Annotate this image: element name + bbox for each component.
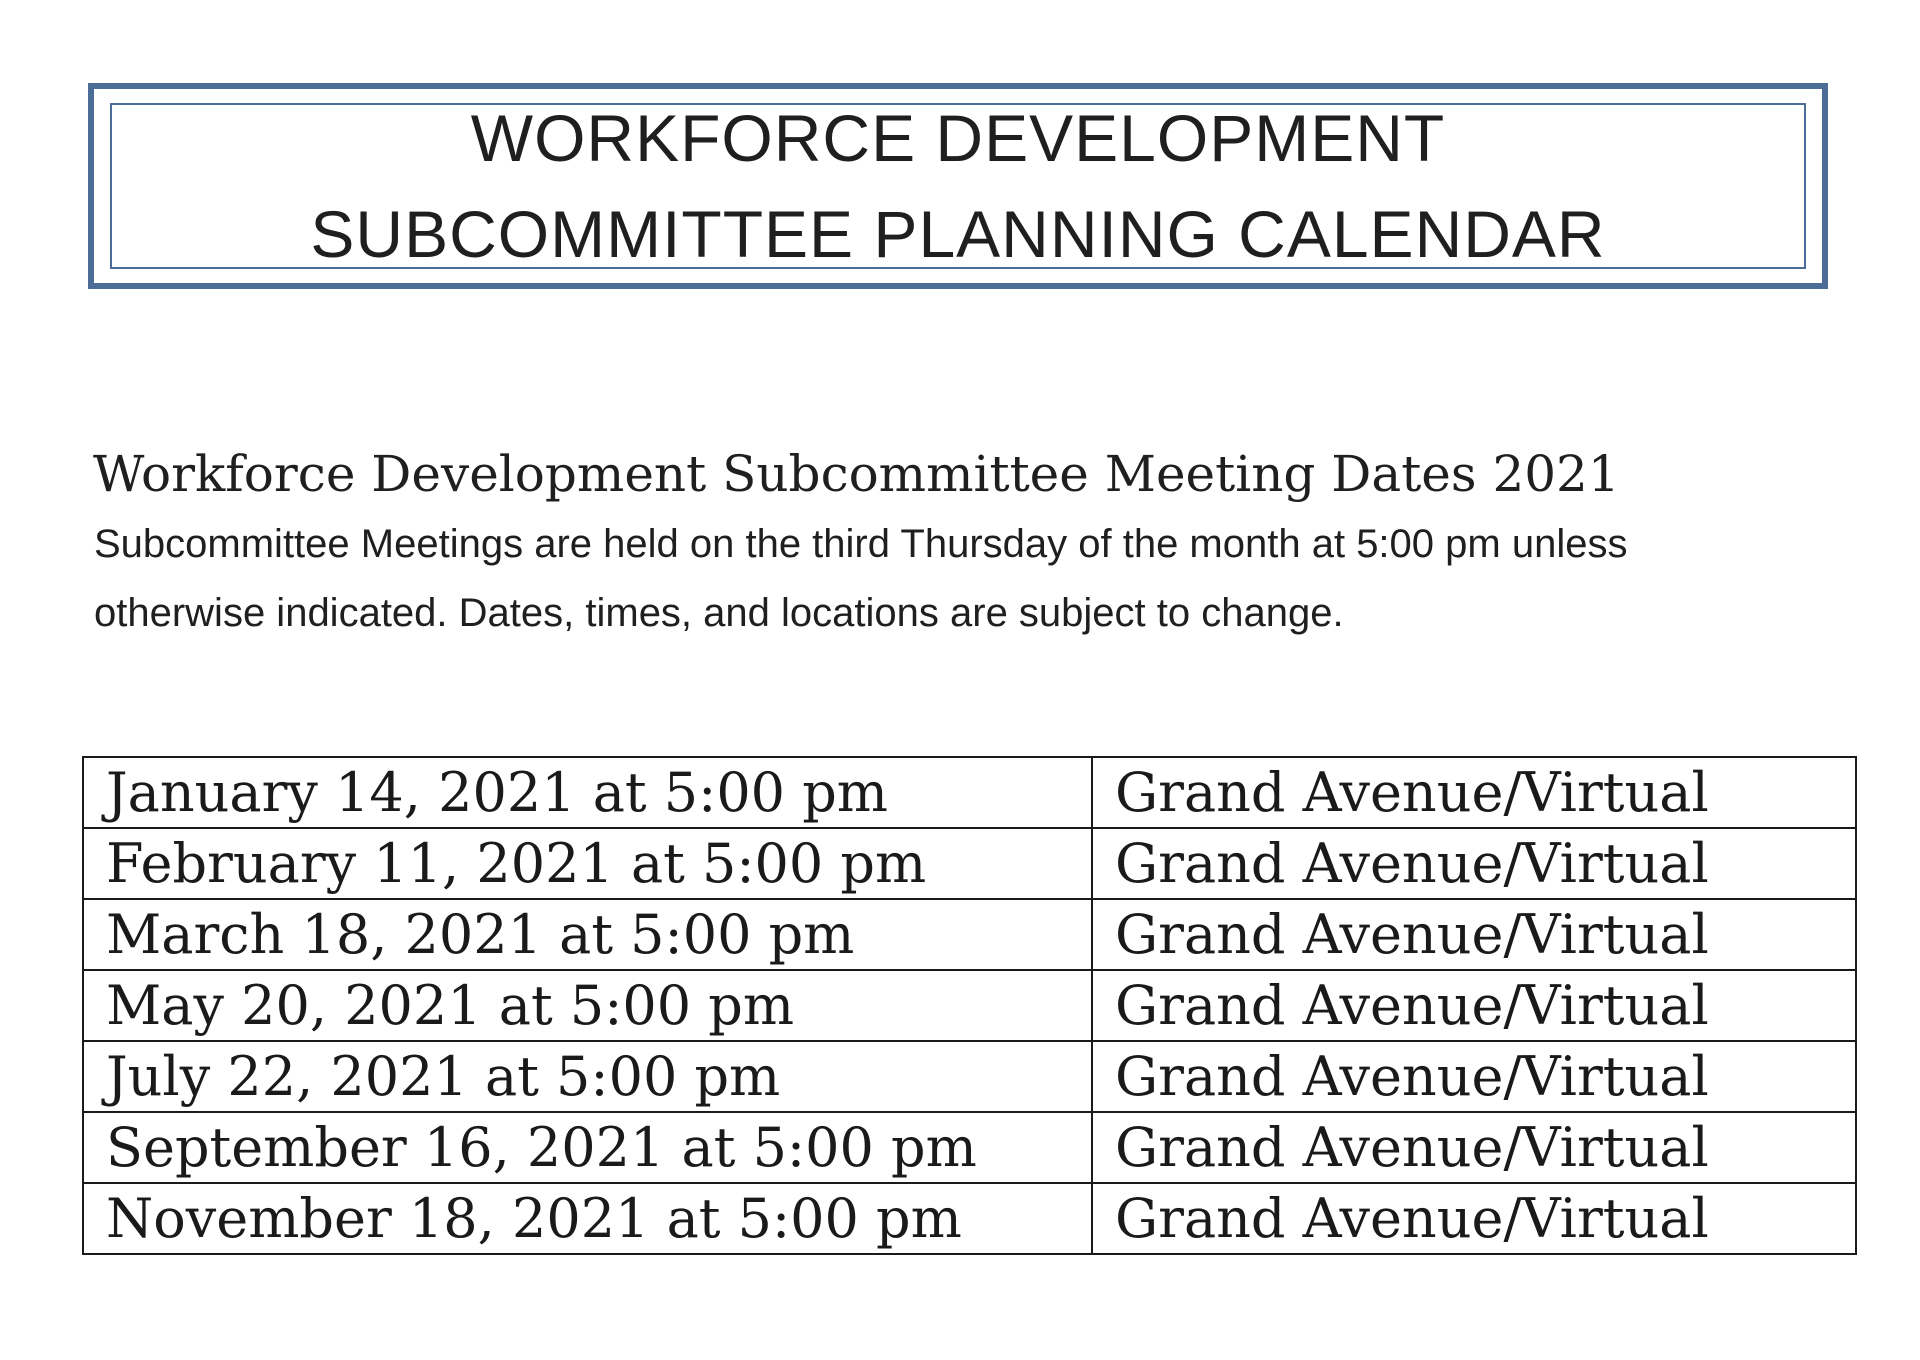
section-heading: Workforce Development Subcommittee Meeting Dates 2021: [93, 445, 1620, 503]
table-row: [83, 1183, 1856, 1254]
page-title-line-2: SUBCOMMITTEE PLANNING CALENDAR: [310, 197, 1606, 271]
meeting-location-cell: Grand Avenue/Virtual: [1092, 899, 1856, 970]
meeting-date-cell: November 18, 2021 at 5:00 pm: [83, 1183, 1092, 1254]
section-note-line-2: otherwise indicated. Dates, times, and locations are subject to change.: [94, 591, 1344, 635]
title-box: [88, 83, 1828, 289]
table-row: [83, 1112, 1856, 1183]
meeting-location-cell: Grand Avenue/Virtual: [1092, 1041, 1856, 1112]
meeting-location-cell: Grand Avenue/Virtual: [1092, 1183, 1856, 1254]
meeting-date-cell: February 11, 2021 at 5:00 pm: [83, 828, 1092, 899]
section-note: [94, 510, 1874, 648]
meeting-date-cell: July 22, 2021 at 5:00 pm: [83, 1041, 1092, 1112]
section-note-line-1: Subcommittee Meetings are held on the third Thursday of the month at 5:00 pm unless: [94, 522, 1628, 566]
page-title-line-1: WORKFORCE DEVELOPMENT: [470, 101, 1446, 175]
meeting-date-cell: January 14, 2021 at 5:00 pm: [83, 757, 1092, 828]
meeting-date-cell: May 20, 2021 at 5:00 pm: [83, 970, 1092, 1041]
table-row: [83, 828, 1856, 899]
table-row: [83, 757, 1856, 828]
title-inner-frame: [110, 103, 1806, 269]
meeting-location-cell: Grand Avenue/Virtual: [1092, 1112, 1856, 1183]
meeting-location-cell: Grand Avenue/Virtual: [1092, 970, 1856, 1041]
table-row: [83, 899, 1856, 970]
meeting-date-cell: September 16, 2021 at 5:00 pm: [83, 1112, 1092, 1183]
table-row: [83, 970, 1856, 1041]
meeting-dates-table: [82, 756, 1857, 1255]
meeting-location-cell: Grand Avenue/Virtual: [1092, 757, 1856, 828]
meeting-date-cell: March 18, 2021 at 5:00 pm: [83, 899, 1092, 970]
meeting-location-cell: Grand Avenue/Virtual: [1092, 828, 1856, 899]
table-row: [83, 1041, 1856, 1112]
